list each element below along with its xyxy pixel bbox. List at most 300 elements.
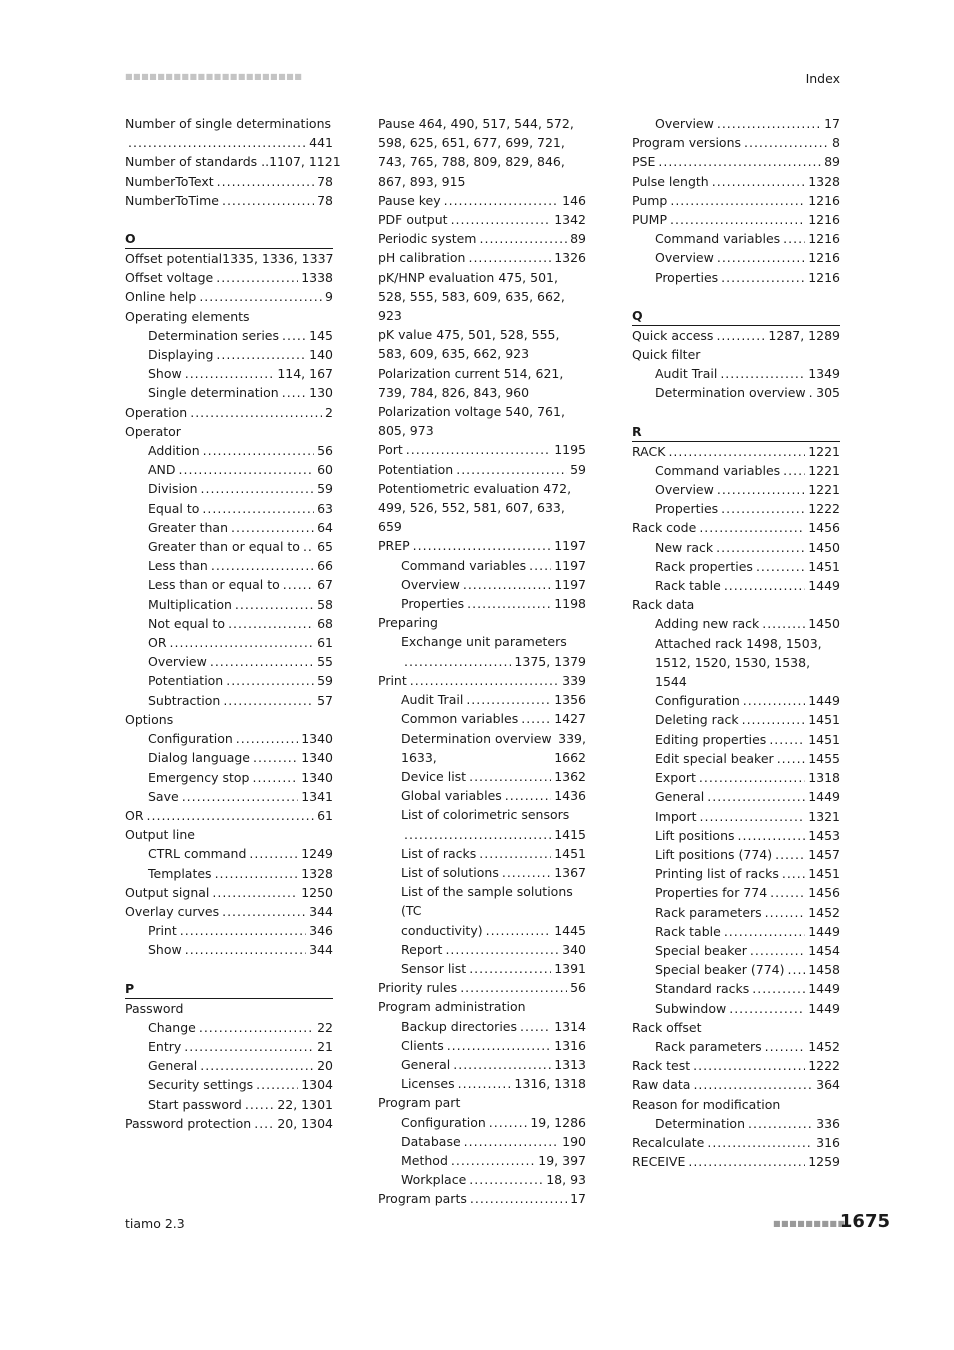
- page-reference: 130: [309, 385, 333, 401]
- dot-leader: [190, 403, 322, 422]
- index-entry: [378, 325, 586, 363]
- entry-term: Program part: [378, 1095, 461, 1111]
- entry-term: Overview: [148, 654, 207, 670]
- index-subentry: [378, 940, 586, 959]
- page-reference: 1445: [554, 922, 586, 938]
- entry-term: Clients: [401, 1037, 444, 1053]
- page-reference: 146: [562, 192, 586, 208]
- index-subentry: [632, 634, 840, 692]
- page-reference: 1453: [808, 827, 840, 843]
- index-entry: [125, 114, 333, 133]
- index-subentry: [125, 460, 333, 479]
- index-subentry: [125, 921, 333, 940]
- entry-term: Subwindow: [655, 1000, 727, 1016]
- index-subentry: [632, 229, 840, 248]
- index-subentry: [632, 614, 840, 633]
- index-subentry: [125, 614, 333, 633]
- page-reference: 1342: [554, 212, 586, 228]
- page-reference: 1221: [808, 482, 840, 498]
- entry-term: Determination series: [148, 327, 279, 343]
- entry-term: PUMP: [632, 212, 668, 228]
- dot-leader: [520, 1017, 551, 1036]
- entry-term: Rack data: [632, 597, 695, 613]
- page-reference: 1451: [808, 558, 840, 574]
- index-subentry: [125, 633, 333, 652]
- dot-leader: [453, 1055, 551, 1074]
- index-subentry: [632, 960, 840, 979]
- page-reference: 339: [562, 672, 586, 688]
- entry-term: Entry: [148, 1038, 182, 1054]
- page-reference: 1367: [554, 864, 586, 880]
- page-reference: 67: [317, 577, 333, 593]
- index-subentry: [125, 499, 333, 518]
- entry-text: pK/HNP evaluation 475, 501, 528, 555, 583, 609, 635, 662, 923: [378, 269, 565, 324]
- dot-leader: [236, 729, 298, 748]
- dot-leader: [456, 460, 567, 479]
- index-subentry: [378, 594, 586, 613]
- entry-term: Periodic system: [378, 231, 477, 247]
- entry-term: Displaying: [148, 347, 214, 363]
- dot-leader: [203, 441, 314, 460]
- page-reference: 17: [824, 116, 840, 131]
- section-spacer: [632, 403, 840, 417]
- page-reference: 1451: [808, 731, 840, 747]
- dot-leader: [283, 575, 314, 594]
- page-reference: 1456: [808, 520, 840, 536]
- dot-leader: [464, 1132, 559, 1151]
- dot-leader: [770, 883, 805, 902]
- dot-leader: [716, 538, 805, 557]
- page-reference: 57: [317, 692, 333, 708]
- index-subentry: [125, 787, 333, 806]
- index-subentry: [632, 499, 840, 518]
- index-subentry: [632, 768, 840, 787]
- entry-term: Potentiation: [378, 461, 454, 477]
- page-reference: 364: [816, 1077, 840, 1093]
- entry-text: pK value 475, 501, 528, 555, 583, 609, 635, 662, 923: [378, 327, 560, 362]
- dot-leader: [410, 671, 559, 690]
- page-reference: 114, 167: [277, 366, 333, 382]
- dot-leader: [447, 1036, 551, 1055]
- entry-term: General: [655, 789, 705, 805]
- index-subentry: [125, 1018, 333, 1037]
- dot-leader: [282, 383, 306, 402]
- dot-leader: [222, 902, 306, 921]
- page-reference: 59: [570, 461, 586, 477]
- entry-term: Workplace: [401, 1172, 467, 1188]
- page-reference: 19, 1286: [530, 1114, 586, 1130]
- entry-text: Pause 464, 490, 517, 544, 572, 598, 625, 651, 677, 699, 721, 743, 765, 788, 809, 829, 846, 867, 893, 915: [378, 116, 574, 189]
- page-reference: 19, 397: [538, 1152, 586, 1168]
- page-reference: 1304: [301, 1077, 333, 1093]
- entry-term: Password: [125, 1000, 184, 1016]
- page-reference: 1450: [808, 616, 840, 632]
- dot-leader: [451, 210, 552, 229]
- index-subentry: [632, 480, 840, 499]
- page-reference: 1415: [554, 826, 586, 842]
- index-subentry: [632, 922, 840, 941]
- dot-leader: [245, 1095, 274, 1114]
- dot-leader: [699, 768, 805, 787]
- page-reference: 1313: [554, 1056, 586, 1072]
- page-reference: 18, 93: [546, 1172, 586, 1188]
- entry-text: Number of single determinations: [125, 116, 332, 131]
- entry-term: Program parts: [378, 1191, 467, 1207]
- page-reference: 61: [317, 807, 333, 823]
- entry-term: Dialog language: [148, 750, 250, 766]
- page-reference: 65: [317, 539, 333, 555]
- index-subentry: [125, 479, 333, 498]
- index-entry: [632, 1075, 840, 1094]
- dot-leader: [809, 383, 814, 402]
- index-entry: [125, 152, 341, 171]
- entry-term: Quick filter: [632, 347, 701, 363]
- dot-leader: [788, 960, 806, 979]
- entry-term: Save: [148, 788, 179, 804]
- dot-leader: [458, 1074, 512, 1093]
- entry-term: Start password: [148, 1096, 242, 1112]
- entry-term: Properties: [655, 269, 719, 285]
- index-subentry: [125, 1095, 333, 1114]
- index-subentry: [125, 940, 333, 959]
- page-reference: 20, 1304: [277, 1115, 333, 1131]
- entry-term: Security settings: [148, 1077, 254, 1093]
- index-subentry: [632, 710, 840, 729]
- page-reference: 1221: [808, 443, 840, 459]
- entry-term: Program administration: [378, 999, 526, 1015]
- entry-term: Print: [378, 672, 407, 688]
- entry-term: Command variables: [655, 231, 781, 247]
- dot-leader: [468, 248, 551, 267]
- index-entry: [632, 518, 840, 537]
- dot-leader: [729, 999, 805, 1018]
- page-reference: 1356: [554, 692, 586, 708]
- entry-term: Print: [148, 923, 177, 939]
- page-reference: 1314: [554, 1018, 586, 1034]
- entry-term: Pause key: [378, 192, 441, 208]
- page-reference: 21: [317, 1038, 333, 1054]
- page-reference: 1449: [808, 1000, 840, 1016]
- entry-term: Password protection: [125, 1115, 252, 1131]
- page-reference: 1449: [808, 981, 840, 997]
- dot-leader: [200, 1056, 314, 1075]
- entry-term: Operator: [125, 423, 181, 439]
- dot-leader: [253, 748, 298, 767]
- index-subentry: [125, 844, 333, 863]
- dot-leader: [783, 461, 805, 480]
- page-reference: 339,: [558, 730, 586, 746]
- dot-leader: [693, 1075, 813, 1094]
- dot-leader: [147, 806, 315, 825]
- entry-term: OR: [148, 635, 167, 651]
- entry-term: Sensor list: [401, 960, 467, 976]
- dot-leader: [717, 480, 805, 499]
- entry-term: Editing properties: [655, 731, 767, 747]
- index-entry: [632, 1018, 840, 1037]
- entry-term: Potentiation: [148, 673, 224, 689]
- dot-leader: [720, 364, 805, 383]
- dot-leader: [693, 1056, 805, 1075]
- index-entry: [378, 613, 586, 632]
- page-reference: 8: [832, 135, 840, 151]
- page-reference: 1375, 1379: [514, 653, 586, 669]
- dot-leader: [216, 268, 298, 287]
- index-entry: [125, 422, 333, 441]
- dot-leader: [752, 979, 805, 998]
- page-reference: 1259: [808, 1154, 840, 1170]
- entry-term: Rack properties: [655, 558, 753, 574]
- page-reference: 1340: [301, 731, 333, 747]
- page-reference: 1197: [554, 557, 586, 573]
- index-subentry: [632, 691, 840, 710]
- page-reference: 56: [570, 980, 586, 996]
- entry-term: Greater than or equal to: [148, 539, 300, 555]
- index-entry: [378, 440, 586, 459]
- entry-term: Rack code: [632, 520, 697, 536]
- page-reference: 78: [317, 173, 333, 189]
- page-reference: 1349: [808, 366, 840, 382]
- dot-leader: [762, 614, 805, 633]
- entry-term: Database: [401, 1133, 461, 1149]
- index-subentry: [378, 652, 586, 671]
- index-entry: [632, 442, 840, 461]
- entry-term: Operation: [125, 404, 188, 420]
- entry-term: Recalculate: [632, 1134, 705, 1150]
- page-reference: 61: [317, 635, 333, 651]
- entry-term: Priority rules: [378, 980, 458, 996]
- dot-leader: [460, 978, 567, 997]
- dot-leader: [179, 460, 315, 479]
- entry-term: Export: [655, 770, 696, 786]
- entry-term: Raw data: [632, 1077, 691, 1093]
- index-letter-heading: O: [125, 230, 333, 249]
- page-reference: 305: [816, 385, 840, 401]
- dot-leader: [404, 825, 551, 844]
- page-reference: 1457: [808, 846, 840, 862]
- entry-term: Configuration: [655, 693, 740, 709]
- dot-leader: [738, 826, 806, 845]
- index-entry: [125, 999, 333, 1018]
- page-reference: 1195: [554, 442, 586, 458]
- entry-term: Properties: [401, 596, 465, 612]
- entry-term: PREP: [378, 538, 410, 554]
- index-subentry: [632, 557, 840, 576]
- dot-leader: [505, 786, 551, 805]
- index-entry: [125, 133, 333, 152]
- dot-leader: [406, 440, 551, 459]
- dot-leader: [252, 768, 298, 787]
- entry-term: Rack table: [655, 923, 721, 939]
- index-subentry: [632, 1037, 840, 1056]
- entry-term: List of racks: [401, 845, 477, 861]
- dot-leader: [717, 114, 821, 133]
- dot-leader: [282, 326, 306, 345]
- index-entry: [378, 536, 586, 555]
- entry-term: RECEIVE: [632, 1154, 686, 1170]
- index-entry: [125, 902, 333, 921]
- dot-leader: [744, 133, 829, 152]
- entry-term: OR: [125, 807, 144, 823]
- entry-term: Pulse length: [632, 173, 709, 189]
- page-reference: 1198: [554, 596, 586, 612]
- entry-term: Program versions: [632, 135, 742, 151]
- index-entry: [378, 460, 586, 479]
- entry-term: pH calibration: [378, 250, 466, 266]
- page-reference: 66: [317, 558, 333, 574]
- dot-leader: [756, 557, 805, 576]
- entry-term: Overview: [401, 576, 460, 592]
- entry-term: Rack offset: [632, 1019, 702, 1035]
- index-subentry: [632, 999, 840, 1018]
- dot-leader: [210, 652, 314, 671]
- page-reference: 1449: [808, 789, 840, 805]
- index-subentry: [632, 268, 840, 287]
- dot-leader: [777, 749, 806, 768]
- index-entry: [378, 210, 586, 229]
- dot-leader: [445, 940, 559, 959]
- dot-leader: [712, 172, 805, 191]
- entry-term: Addition: [148, 443, 200, 459]
- page-reference: 1250: [301, 884, 333, 900]
- dot-leader: [670, 191, 805, 210]
- entry-term: Properties: [655, 501, 719, 517]
- page-reference: 1427: [554, 711, 586, 727]
- dot-leader: [228, 614, 314, 633]
- index-entry: [125, 1114, 333, 1133]
- index-subentry: [632, 941, 840, 960]
- dot-leader: [444, 191, 560, 210]
- dot-leader: [202, 499, 314, 518]
- entry-term: Output line: [125, 827, 195, 843]
- entry-term: General: [148, 1058, 198, 1074]
- entry-term: Command variables: [655, 462, 781, 478]
- entry-term: Less than or equal to: [148, 577, 280, 593]
- dot-leader: [469, 959, 551, 978]
- entry-term: Online help: [125, 289, 197, 305]
- entry-term: Backup directories: [401, 1018, 517, 1034]
- index-entry: [378, 978, 586, 997]
- entry-term: Licenses: [401, 1076, 455, 1092]
- page-reference: 1216: [808, 192, 840, 208]
- index-entry: [632, 345, 840, 364]
- page-reference: 1452: [808, 1038, 840, 1054]
- entry-term: Greater than: [148, 519, 229, 535]
- index-entry: [125, 287, 333, 306]
- entry-term: Quick access: [632, 327, 714, 343]
- index-entry: [632, 1152, 840, 1171]
- page-reference: 1362: [554, 768, 586, 784]
- entry-term: Configuration: [401, 1114, 486, 1130]
- dot-leader: [783, 229, 805, 248]
- index-subentry: [632, 364, 840, 383]
- index-subentry: [378, 882, 586, 920]
- index-subentry: [378, 632, 586, 651]
- index-subentry: [125, 671, 333, 690]
- page-reference: 63: [317, 500, 333, 516]
- dot-leader: [184, 1037, 314, 1056]
- index-subentry: [378, 1113, 586, 1132]
- entry-term: Printing list of racks: [655, 866, 779, 882]
- index-entry: [632, 133, 840, 152]
- dot-leader: [748, 1114, 813, 1133]
- index-entry: [632, 1095, 840, 1114]
- page-reference: 1391: [554, 960, 586, 976]
- index-subentry: [125, 383, 333, 402]
- entry-term: Standard racks: [655, 981, 750, 997]
- page-reference: 1451: [554, 845, 586, 861]
- entry-term: Determination overview: [655, 385, 806, 401]
- index-entry: [125, 806, 333, 825]
- index-entry: [378, 402, 586, 440]
- index-subentry: [632, 903, 840, 922]
- index-subentry: [125, 1056, 333, 1075]
- entry-term: Configuration: [148, 731, 233, 747]
- index-subentry: [378, 748, 586, 767]
- index-entry: [125, 268, 333, 287]
- entry-term: Show: [148, 942, 182, 958]
- index-subentry: [632, 383, 840, 402]
- index-subentry: [632, 979, 840, 998]
- index-subentry: [125, 1075, 333, 1094]
- entry-term: Port: [378, 442, 403, 458]
- page-reference: 1454: [808, 942, 840, 958]
- page-reference: 1335, 1336, 1337: [222, 251, 334, 267]
- entry-term: Options: [125, 711, 174, 727]
- page-reference: 1340: [301, 769, 333, 785]
- dot-leader: [199, 287, 322, 306]
- page-reference: 1197: [554, 576, 586, 592]
- entry-term: Method: [401, 1152, 448, 1168]
- entry-term: Single determination: [148, 385, 279, 401]
- entry-text: Exchange unit parameters: [401, 634, 567, 650]
- page-reference: 64: [317, 519, 333, 535]
- entry-term: Reason for modification: [632, 1096, 781, 1112]
- page-reference: 344: [309, 942, 333, 958]
- dot-leader: [765, 903, 806, 922]
- page-reference: 59: [317, 673, 333, 689]
- entry-term: Rack table: [655, 578, 721, 594]
- index-subentry: [125, 441, 333, 460]
- section-spacer: [125, 960, 333, 974]
- page-reference: 190: [562, 1133, 586, 1149]
- index-subentry: [378, 556, 586, 575]
- entry-text: List of colorimetric sensors: [401, 807, 570, 823]
- page-reference: 1326: [554, 250, 586, 266]
- index-entry: [632, 210, 840, 229]
- index-entry: [125, 825, 333, 844]
- footer-product-name: tiamo 2.3: [125, 1216, 185, 1231]
- index-subentry: [378, 729, 586, 748]
- index-subentry: [378, 825, 586, 844]
- index-entry: [632, 1133, 840, 1152]
- index-subentry: [125, 729, 333, 748]
- dot-leader: [211, 556, 314, 575]
- entry-term: Lift positions: [655, 827, 735, 843]
- entry-term: Number of standards ..: [125, 154, 270, 170]
- page-reference: 336: [816, 1115, 840, 1131]
- entry-term: Audit Trail: [401, 692, 464, 708]
- entry-term: Adding new rack: [655, 616, 760, 632]
- index-entry: [378, 248, 586, 267]
- entry-term: Determination: [655, 1115, 746, 1131]
- dot-leader: [716, 326, 765, 345]
- index-subentry: [378, 767, 586, 786]
- entry-term: Preparing: [378, 615, 438, 631]
- dot-leader: [303, 537, 314, 556]
- index-subentry: [632, 807, 840, 826]
- page-reference: 1455: [808, 750, 840, 766]
- dot-leader: [404, 652, 511, 671]
